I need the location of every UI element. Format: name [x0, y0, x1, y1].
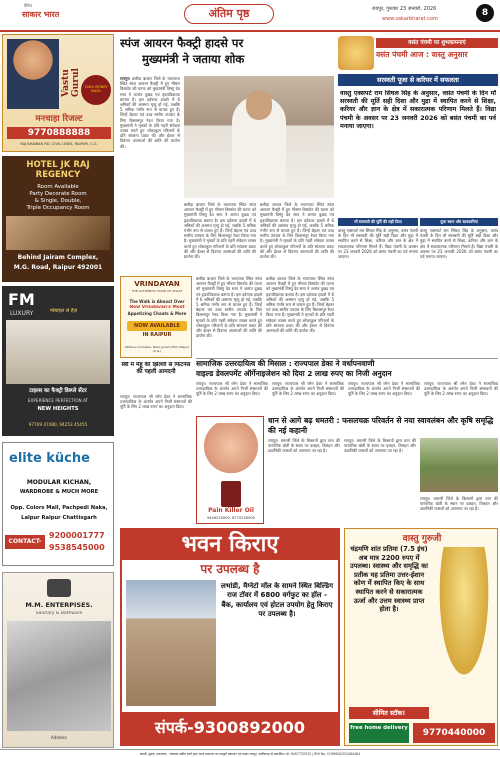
pain-headline: स्त्री में मेंहू की झिल्ली से फिटनेस की पहली आमदनी — [121, 362, 191, 376]
imprint-footer: स्वामी, मुद्रक, प्रकाशक - संपादक संदीप शर्मा द्वारा आज प्रकाशन का सम्पूर्ण प्रकाशन एवं प्रसार रायपुर, छत्तीसगढ़ से प्रकाशित। मो. 9407733333 | RNI No. CHHHIN/2024/84464 — [0, 749, 500, 757]
oil-bottle — [221, 481, 241, 507]
enterprises-name: M.M. ENTERPISES. — [25, 601, 93, 609]
building-photo — [126, 580, 216, 706]
vrindavan-title: VRINDAYAN — [134, 280, 180, 288]
pain-body — [120, 394, 192, 520]
hotel-line-3: & Single, Double, — [34, 198, 82, 204]
pain-ad[interactable] — [196, 416, 264, 524]
enterprises-address: Address — [51, 735, 67, 740]
vrindavan-line-2: Now Vrindavan's Most — [129, 305, 185, 310]
vrindavan-cta[interactable]: NOW AVAILABLE — [127, 321, 187, 331]
person-photo — [7, 39, 59, 109]
vastu-phone[interactable]: 9770888888 — [7, 127, 111, 139]
lead-body-col-3 — [260, 202, 334, 268]
kitchen-address-2: Lalpur Raipur Chattisgarh — [21, 515, 97, 521]
guruji-body: चंद्रमणि शांत प्रतिमा (7.5 इंच) अब मात्र 2200 रुपए में उपलब्ध। स्वास्थ्य और समृद्धि का प्रतीक यह प्रतिमा उत्तर-ईशान कोण में स्थापित किए के साथ स्थापित करने से सकारात्मक ऊर्जा और उत्तम स्वास्थ्य प्राप्त होता है। — [350, 545, 428, 614]
vrindavan-cta-2: IN RAIPUR — [142, 332, 172, 338]
vastu-badge: 100% MONEY BACK — [81, 75, 111, 105]
vastu-brand: Vastu Gurul — [61, 68, 81, 97]
kitchen-address-1: Opp. Colors Mall, Pachpedi Naka, — [10, 505, 108, 511]
vrindavan-line-1: The Walk is Almost Over — [129, 299, 185, 304]
rent-headline: भवन किराए — [122, 530, 338, 560]
governor-body-1 — [196, 381, 268, 414]
basant-col-2 — [420, 228, 498, 272]
idol-image — [433, 547, 495, 697]
ad-column — [0, 34, 116, 750]
website[interactable]: www.sakarbharat.com — [382, 16, 438, 22]
page-number: 8 — [476, 4, 494, 22]
pain-phone[interactable]: 9406220000, 8770250000 — [206, 516, 255, 520]
vastu-address: RAJ BHAWAN RD, CIVIL LINES, RAIPUR, C.G. — [20, 142, 98, 146]
fm-tag: मोबाइल से हैज़ — [50, 308, 78, 314]
vrindavan-line-3: Appetizing Chaats & More — [127, 311, 187, 316]
pain-section — [120, 362, 192, 522]
basant-col-1 — [338, 228, 418, 272]
lead-body-col-1 — [120, 76, 180, 266]
basant-sub-1: माँ सरस्वती की मूर्ति की सही दिशा — [338, 218, 418, 226]
rent-ad[interactable] — [120, 528, 340, 746]
basant-col-2-text: वास्तु एक्सपर्ट राम सिंघल सिंह के अनुसार, वसंत पंचमी के दिन माँ सरस्वती की मूर्ति सही दिशा और मुद्रा में स्थापित करने से शिक्षा, करियर और ज्ञान के क्षेत्र में सकारात्मक परिणाम मिलते हैं। विद्या पंचमी के अवसर पर 23 जनवरी 2026 को बसंत पंचमी का पर्व मनाया जाएगा। — [420, 228, 498, 260]
basant-col-1-text: वास्तु एक्सपर्ट राम सिंघल सिंह के अनुसार, वसंत पंचमी के दिन माँ सरस्वती की मूर्ति सही दिशा और मुद्रा में स्थापित करने से शिक्षा, करियर और ज्ञान के क्षेत्र में सकारात्मक परिणाम मिलते हैं। विद्या पंचमी के अवसर पर 23 जनवरी 2026 को बसंत पंचमी का पर्व मनाया जाएगा। — [338, 228, 418, 260]
governor-body-cont: रायपुर। राज्यपाल श्री रमेन डेका ने सामाजिक उत्तरदायित्व के अंतर्गत अपने निजी संसाधनों की पूर्ति के लिए 2 लाख रुपए का अनुदान दिया। — [272, 381, 344, 397]
lead-body-col-4 — [196, 276, 262, 358]
lead-headline-1: स्पंज आयरन फैक्ट्री हादसे पर — [120, 36, 244, 50]
vastu-tagline: मनचाहा रिजल्ट — [35, 114, 83, 124]
enterprises-logo — [47, 579, 71, 597]
farm-body-cont-2: रायपुर। धमतरी जिले के किसानों द्वारा धान की पारंपरिक खेती के स्थान पर दलहन, तिलहन और उद्यानिकी फसलों को अपनाया जा रहा है। — [420, 496, 498, 512]
fm-ad[interactable] — [2, 286, 114, 436]
hotel-address-1: Behind Jairam Complex, — [17, 254, 99, 261]
fm-line-2: EXPERIENCE PERFECTION AT — [27, 398, 89, 403]
basant-body: वास्तु एक्सपर्ट राम सिंघल सिंह के अनुसार, वसंत पंचमी के दिन माँ सरस्वती की मूर्ति सही दिशा और मुद्रा में स्थापित करने से शिक्षा, करियर और ज्ञान के क्षेत्र में सकारात्मक परिणाम मिलते हैं। विद्या पंचमी के अवसर पर 23 जनवरी 2026 को बसंत पंचमी का पर्व मनाया जाएगा। — [340, 90, 496, 130]
rent-subhead: पर उपलब्ध है — [200, 562, 260, 576]
farm-body: रायपुर। धमतरी जिले के किसानों द्वारा धान की पारंपरिक खेती के स्थान पर दलहन, तिलहन और उद्यानिकी फसलों को अपनाया जा रहा है। — [268, 438, 340, 454]
enterprises-photo — [7, 621, 111, 731]
guruji-delivery: free home delivery — [349, 723, 409, 743]
lead-body-col-2 — [184, 202, 256, 268]
governor-headline-2: वाइल्ड डेवलपमेंट ऑर्गेनाइजेशन को दिया 2 लाख रुपए का निजी अनुदान — [196, 369, 392, 378]
body-diagram — [203, 423, 259, 481]
governor-story — [196, 358, 498, 414]
fm-line-3: NEW HEIGHTS — [37, 406, 79, 412]
brand-sub: दैनिक — [24, 3, 33, 8]
pain-body-text: रायपुर। राज्यपाल श्री रमेन डेका ने सामाजिक उत्तरदायित्व के अंतर्गत अपने निजी संसाधनों की पूर्ति के लिए 2 लाख रुपए का अनुदान दिया। — [120, 394, 192, 410]
dateline: रायपुर, गुरुवार 23 जनवरी, 2026 — [372, 6, 437, 12]
cm-photo — [184, 76, 334, 198]
hotel-title: HOTEL JK RAJ REGENCY — [26, 160, 90, 180]
kitchen-brand: elite küche — [9, 451, 90, 466]
saraswati-image — [338, 36, 374, 70]
hotel-photo — [6, 216, 110, 250]
kitchen-contact-label: CONTACT- — [5, 535, 45, 549]
lead-body-continued-4: बलौदा बाजार जिले के भाटापारा स्थित स्पंज आयरन फैक्ट्री में हुए भीषण विस्फोट की घटना को मुख्यमंत्री विष्णु देव साय ने अत्यंत दुखद एवं हृदयविदारक बताया है। इस दर्दनाक हादसे में 6 श्रमिकों की असमय मृत्यु हो गई, जबकि 5 श्रमिक गंभीर रूप से घायल हुए हैं। जिन्हें बेहतर एवं उच्च स्तरीय उपचार के लिए बिलासपुर रेफर किया गया है। मुख्यमंत्री ने मृतकों के प्रति गहरी संवेदना व्यक्त करते हुए शोकाकुल परिजनों के प्रति सांत्वना प्रकट की और ईश्वर से दिवंगत आत्माओं की शांति की प्रार्थना की। — [266, 276, 334, 334]
vrindavan-address: Abhinav Complex, Near Jairam Mall, Raipur (C.G.) — [124, 345, 190, 353]
basant-banner: वसंत पंचमी पर शुभकामनाएं — [376, 38, 498, 48]
lead-headline-2: मुख्यमंत्री ने जताया शोक — [142, 52, 245, 66]
basant-headline-2: सरस्वती पूजा से करियर में सफलता — [338, 74, 498, 86]
lead-dateline: रायपुर। — [120, 76, 131, 81]
lead-body-continued-2: बलौदा बाजार जिले के भाटापारा स्थित स्पंज आयरन फैक्ट्री में हुए भीषण विस्फोट की घटना को मुख्यमंत्री विष्णु देव साय ने अत्यंत दुखद एवं हृदयविदारक बताया है। इस दर्दनाक हादसे में 6 श्रमिकों की असमय मृत्यु हो गई, जबकि 5 श्रमिक गंभीर रूप से घायल हुए हैं। जिन्हें बेहतर एवं उच्च स्तरीय उपचार के लिए बिलासपुर रेफर किया गया है। मुख्यमंत्री ने मृतकों के प्रति गहरी संवेदना व्यक्त करते हुए शोकाकुल परिजनों के प्रति सांत्वना प्रकट की और ईश्वर से दिवंगत आत्माओं की शांति की प्रार्थना की। — [260, 202, 334, 260]
farm-photo — [420, 438, 498, 492]
pain-product: Pain Killer Oil — [208, 507, 254, 514]
governor-body: रायपुर। राज्यपाल श्री रमेन डेका ने सामाजिक उत्तरदायित्व के अंतर्गत अपने निजी संसाधनों की पूर्ति के लिए 2 लाख रुपए का अनुदान दिया। — [196, 381, 268, 397]
hotel-line-2: Party Decorate Room — [29, 191, 87, 197]
vrindavan-ad[interactable] — [120, 276, 192, 358]
vrindavan-tag: THE AUTHENTIC TASTE OF CHAAT — [131, 289, 183, 293]
section-title: अंतिम पृष्ठ — [184, 4, 274, 24]
cm-head — [246, 90, 272, 120]
vastu-ad[interactable] — [2, 34, 114, 152]
kitchen-ad[interactable] — [2, 442, 114, 566]
governor-body-cont-2: रायपुर। राज्यपाल श्री रमेन डेका ने सामाजिक उत्तरदायित्व के अंतर्गत अपने निजी संसाधनों की पूर्ति के लिए 2 लाख रुपए का अनुदान दिया। — [348, 381, 420, 397]
farm-headline: धान से आगे बढ़ धमतरी : फसलचक्र परिवर्तन से नया स्वावलंबन और कृषि समृद्धि की नई कहानी — [268, 416, 494, 435]
guruji-phone[interactable]: 9770440000 — [413, 723, 495, 743]
basant-headline-1: वसंत पंचमी आज : वास्तु अनुसार — [376, 50, 468, 59]
farm-body-1 — [268, 438, 340, 526]
brand-logo: साकार भारत — [22, 9, 60, 19]
basant-sub-2: पूजा स्थान और सावधानियां — [420, 218, 498, 226]
fm-phone[interactable]: 97709 47480, 94253 45455 — [28, 422, 88, 427]
basant-story — [338, 36, 498, 272]
governor-body-4 — [424, 381, 498, 414]
lead-body: बलौदा बाजार जिले के भाटापारा स्थित स्पंज आयरन फैक्ट्री में हुए भीषण विस्फोट की घटना को मुख्यमंत्री विष्णु देव साय ने अत्यंत दुखद एवं हृदयविदारक बताया है। इस दर्दनाक हादसे में 6 श्रमिकों की असमय मृत्यु हो गई, जबकि 5 श्रमिक गंभीर रूप से घायल हुए हैं। जिन्हें बेहतर एवं उच्च स्तरीय उपचार के लिए बिलासपुर रेफर किया गया है। मुख्यमंत्री ने मृतकों के प्रति गहरी संवेदना व्यक्त करते हुए शोकाकुल परिजनों के प्रति सांत्वना प्रकट की और ईश्वर से दिवंगत आत्माओं की शांति की प्रार्थना की। — [120, 76, 180, 149]
lead-body-continued-3: बलौदा बाजार जिले के भाटापारा स्थित स्पंज आयरन फैक्ट्री में हुए भीषण विस्फोट की घटना को मुख्यमंत्री विष्णु देव साय ने अत्यंत दुखद एवं हृदयविदारक बताया है। इस दर्दनाक हादसे में 6 श्रमिकों की असमय मृत्यु हो गई, जबकि 5 श्रमिक गंभीर रूप से घायल हुए हैं। जिन्हें बेहतर एवं उच्च स्तरीय उपचार के लिए बिलासपुर रेफर किया गया है। मुख्यमंत्री ने मृतकों के प्रति गहरी संवेदना व्यक्त करते हुए शोकाकुल परिजनों के प्रति सांत्वना प्रकट की और ईश्वर से दिवंगत आत्माओं की शांति की प्रार्थना की। — [196, 276, 262, 339]
governor-headline-1: सामाजिक उत्तरदायित्व की मिसाल : राज्यपाल डेका ने वर्धापनवाणी — [196, 359, 375, 368]
kitchen-line-2: WARDROBE & MUCH MORE — [19, 489, 99, 495]
guruji-tag: सीमित स्टॉक! — [349, 707, 429, 719]
rent-contact[interactable]: संपर्क-9300892000 — [122, 712, 338, 744]
fm-title: FM — [8, 290, 35, 309]
hotel-address-2: M.G. Road, Raipur 492001 — [13, 264, 103, 271]
governor-body-2 — [272, 381, 344, 414]
kitchen-line-1: MODULAR KICHAN, — [26, 479, 92, 486]
farm-story — [268, 416, 498, 526]
governor-body-cont-3: रायपुर। राज्यपाल श्री रमेन डेका ने सामाजिक उत्तरदायित्व के अंतर्गत अपने निजी संसाधनों की पूर्ति के लिए 2 लाख रुपए का अनुदान दिया। — [424, 381, 498, 397]
enterprises-sub: Sanitary & Bathware — [35, 611, 83, 616]
kitchen-phone-2[interactable]: 9538545000 — [49, 543, 105, 552]
fm-line-1: टाइल्स का फैक्ट्री डिस्प्ले सेंटर — [29, 388, 87, 394]
fm-sub: LUXURY — [10, 310, 34, 317]
vastu-guruji-ad[interactable] — [344, 528, 498, 746]
hotel-line-4: Triple Occupancy Room — [26, 205, 90, 211]
farm-body-2 — [344, 438, 416, 526]
hotel-line-1: Room Available — [37, 184, 79, 190]
farm-body-3 — [420, 496, 498, 526]
guruji-title: वास्तु गुरुजी — [402, 534, 442, 544]
kitchen-phone-1[interactable]: 9200001777 — [49, 531, 105, 540]
hotel-ad[interactable] — [2, 156, 114, 282]
farm-body-cont: रायपुर। धमतरी जिले के किसानों द्वारा धान की पारंपरिक खेती के स्थान पर दलहन, तिलहन और उद्यानिकी फसलों को अपनाया जा रहा है। — [344, 438, 416, 454]
rent-body: लभांडी, मैग्नेटो मॉल के सामने स्थित बिल्डिंग राज टॉवर में 6800 वर्गफुट का हॉल - बैंक, कार्यालय एवं होटल उपयोग हेतु किराए पर उपलब्ध है। — [220, 582, 334, 619]
enterprises-ad[interactable] — [2, 572, 114, 748]
lead-body-continued: बलौदा बाजार जिले के भाटापारा स्थित स्पंज आयरन फैक्ट्री में हुए भीषण विस्फोट की घटना को मुख्यमंत्री विष्णु देव साय ने अत्यंत दुखद एवं हृदयविदारक बताया है। इस दर्दनाक हादसे में 6 श्रमिकों की असमय मृत्यु हो गई, जबकि 5 श्रमिक गंभीर रूप से घायल हुए हैं। जिन्हें बेहतर एवं उच्च स्तरीय उपचार के लिए बिलासपुर रेफर किया गया है। मुख्यमंत्री ने मृतकों के प्रति गहरी संवेदना व्यक्त करते हुए शोकाकुल परिजनों के प्रति सांत्वना प्रकट की और ईश्वर से दिवंगत आत्माओं की शांति की प्रार्थना की। — [184, 202, 256, 260]
lead-story — [120, 36, 334, 272]
governor-body-3 — [348, 381, 420, 414]
hotel-features — [6, 184, 110, 212]
masthead — [0, 0, 500, 32]
fm-photo — [6, 320, 110, 384]
lead-body-col-5 — [266, 276, 334, 358]
